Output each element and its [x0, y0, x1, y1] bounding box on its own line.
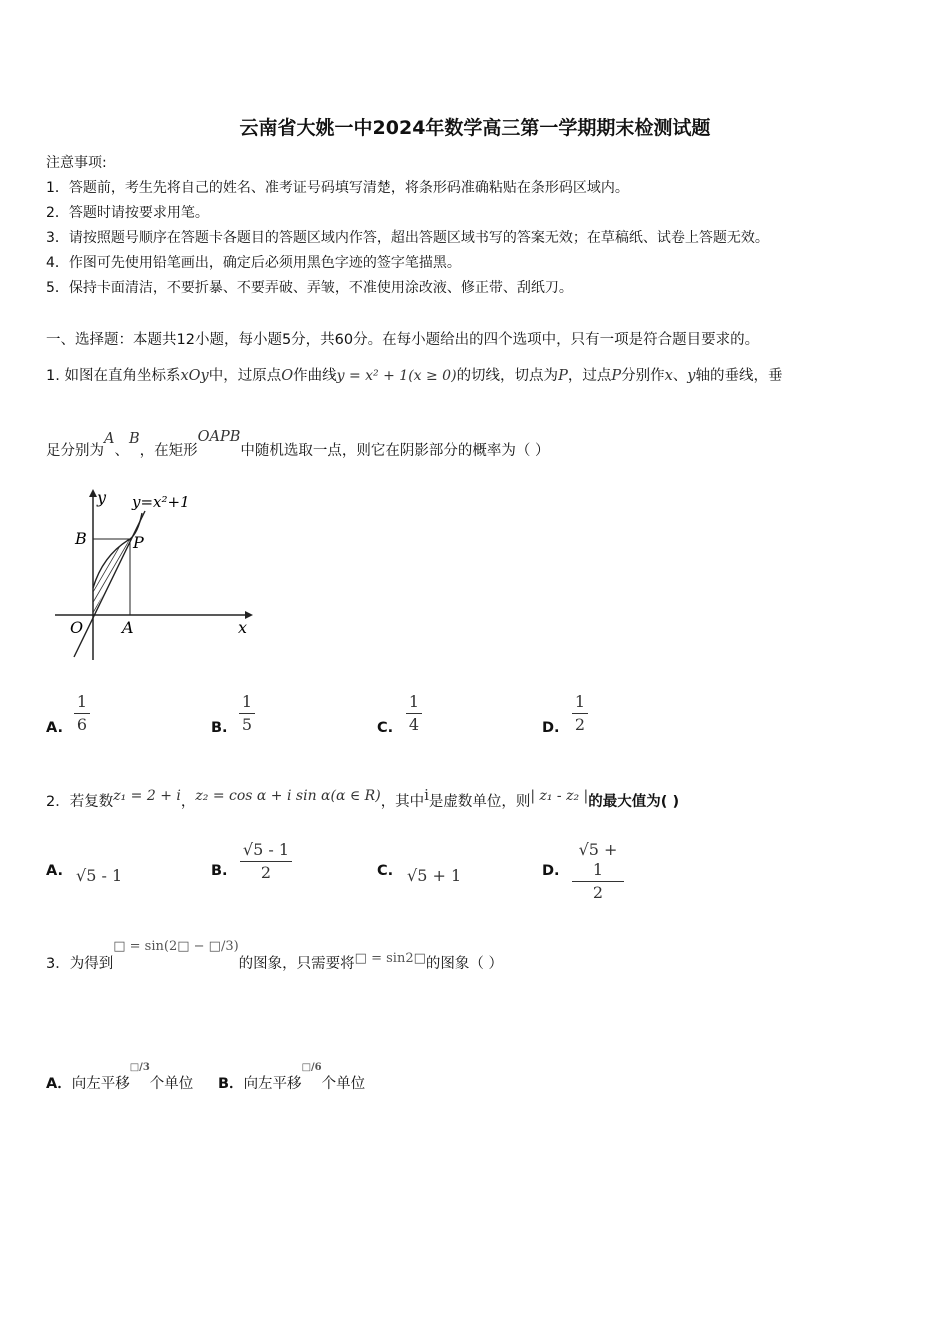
q2-option-a-label: A.: [46, 863, 63, 879]
q2-option-b-fraction: [240, 840, 292, 883]
q1-option-b-label: B.: [211, 720, 228, 736]
q2-z2-formula: z₂ = cos α + i sin α(α ∈ R): [195, 788, 381, 804]
q1-line2: [46, 429, 550, 460]
q3-line: [46, 939, 503, 973]
q1-math: P: [558, 368, 568, 384]
fraction-numerator: 1: [76, 692, 88, 711]
y-axis-label: y: [97, 488, 107, 507]
note-item-2: 2．答题时请按要求用笔。: [46, 205, 209, 221]
q1-text: ，在矩形: [139, 443, 198, 459]
note-item-4: 4．作图可先使用铅笔画出，确定后必须用黑色字迹的签字笔描黑。: [46, 255, 461, 271]
q3-option-b: [218, 1062, 366, 1093]
q1-math: O: [281, 368, 294, 384]
q2-abs-formula: | z₁ - z₂ |: [530, 788, 589, 804]
q1-option-c-fraction: [406, 692, 422, 735]
q2-option-c-label: C.: [377, 863, 394, 879]
q1-text: ，过点: [567, 368, 612, 384]
q1-text: 中随机选取一点，则它在阴影部分的概率为（ ）: [240, 443, 550, 459]
q2-option-c-expr: √5 + 1: [407, 866, 462, 885]
q3-option-b-fraction: □/6: [301, 1062, 322, 1073]
q2-option-a-expr: √5 - 1: [76, 866, 123, 885]
q2-text: ，其中: [380, 794, 425, 810]
q3-source-formula: □ = sin2□: [354, 951, 426, 966]
q1-math: xOy: [180, 368, 209, 384]
q1-text: 轴的垂线，垂: [695, 368, 783, 384]
q3-option-b-text: 向左平移: [243, 1076, 302, 1092]
q1-line1: [46, 364, 782, 385]
curve-label: y=x²+1: [132, 493, 190, 511]
q1-math: OAPB: [197, 429, 241, 445]
fraction-numerator: √5 - 1: [242, 840, 290, 859]
q3-text: 的图象，只需要将: [238, 956, 355, 972]
q1-math: A: [104, 431, 115, 447]
q2-text: 2．若复数: [46, 794, 114, 810]
q3-option-a-text: 个单位: [149, 1076, 194, 1092]
q2-option-b-label: B.: [211, 863, 228, 879]
q3-option-a-fraction: □/3: [129, 1062, 150, 1073]
point-b-label: B: [75, 529, 87, 548]
q1-option-a-fraction: [74, 692, 90, 735]
q1-math: B: [128, 431, 140, 447]
q1-text: 、: [114, 443, 129, 459]
q1-text: 足分别为: [46, 443, 104, 459]
q1-text: 、: [672, 368, 688, 384]
q3-text: 3．为得到: [46, 956, 114, 972]
fraction-denominator: 2: [592, 883, 604, 902]
q2-option-d-label: D.: [542, 863, 560, 879]
q1-text: 中，过原点: [208, 368, 282, 384]
notes-heading: 注意事项:: [46, 155, 107, 171]
q1-option-d-label: D.: [542, 720, 560, 736]
section-heading: 一、选择题：本题共12小题，每小题5分，共60分。在每小题给出的四个选项中，只有一项是符合题目要求的。: [46, 332, 760, 348]
q3-option-a-text: 向左平移: [71, 1076, 130, 1092]
q3-option-a: [46, 1062, 194, 1093]
q1-text: 1. 如图在直角坐标系: [46, 368, 181, 384]
fraction-numerator: 1: [241, 692, 253, 711]
q1-curve-formula: y = x² + 1(x ≥ 0): [336, 368, 457, 384]
origin-label: O: [70, 618, 84, 637]
fraction-denominator: 6: [76, 715, 88, 734]
fraction-numerator: √5 + 1: [578, 840, 618, 879]
q2-text: 是虚数单位，则: [428, 794, 531, 810]
q2-line: [46, 790, 679, 811]
q1-text: 的切线，切点为: [456, 368, 559, 384]
q2-math: i: [424, 788, 429, 804]
q3-option-b-label: B．: [218, 1076, 244, 1092]
q2-z1-formula: z₁ = 2 + i: [113, 788, 181, 804]
q3-target-formula: □ = sin(2□ − □/3): [113, 939, 239, 954]
q2-text: 的最大值为( ): [588, 794, 680, 810]
q1-text: 作曲线: [293, 368, 337, 384]
q2-option-d-fraction: [572, 840, 624, 903]
note-item-5: 5．保持卡面清洁，不要折暴、不要弄破、弄皱，不准使用涂改液、修正带、刮纸刀。: [46, 280, 573, 296]
fraction-numerator: 1: [408, 692, 420, 711]
fraction-denominator: 2: [260, 863, 272, 882]
fraction-denominator: 2: [574, 715, 586, 734]
q1-math: P: [611, 368, 622, 384]
q1-option-c-label: C.: [377, 720, 394, 736]
fraction-denominator: 5: [241, 715, 253, 734]
q1-figure: [50, 485, 260, 665]
note-item-3: 3．请按照题号顺序在答题卡各题目的答题区域内作答，超出答题区域书写的答案无效；在草稿纸、试卷上答题无效。: [46, 230, 769, 246]
q1-text: 分别作: [621, 368, 665, 384]
fraction-numerator: 1: [574, 692, 586, 711]
q3-text: 的图象（ ）: [425, 956, 503, 972]
q1-option-d-fraction: [572, 692, 588, 735]
q3-option-b-text: 个单位: [321, 1076, 366, 1092]
q2-text: ，: [180, 794, 196, 810]
q1-math: x: [664, 368, 673, 384]
q1-math: y: [687, 368, 696, 384]
point-a-label: A: [122, 618, 134, 637]
q1-option-a-label: A.: [46, 720, 63, 736]
point-p-label: P: [133, 533, 144, 552]
note-item-1: 1．答题前，考生先将自己的姓名、准考证号码填写清楚，将条形码准确粘贴在条形码区域内。: [46, 180, 629, 196]
x-axis-label: x: [238, 618, 248, 637]
q1-option-b-fraction: [239, 692, 255, 735]
q3-option-a-label: A．: [46, 1076, 72, 1092]
fraction-denominator: 4: [408, 715, 420, 734]
page-title: 云南省大姚一中2024年数学高三第一学期期末检测试题: [239, 117, 711, 139]
y-axis-arrow-icon: [89, 489, 97, 497]
